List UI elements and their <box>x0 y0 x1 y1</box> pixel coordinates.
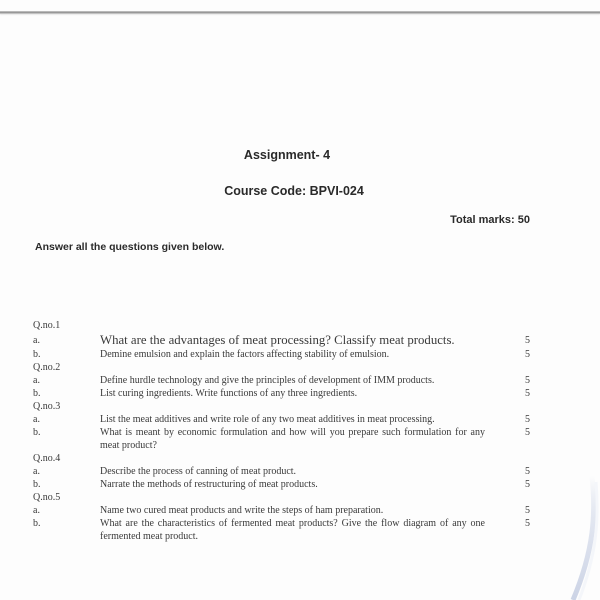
question-part-row <box>33 332 530 348</box>
marks-value: 5 <box>525 349 530 360</box>
question-number: Q.no.4 <box>33 453 61 464</box>
part-label: a. <box>33 375 40 386</box>
part-label: a. <box>33 414 40 425</box>
question-text: Demine emulsion and explain the factors affecting stability of emulsion. <box>100 349 390 360</box>
part-label: b. <box>33 479 41 490</box>
marks-value: 5 <box>525 335 530 346</box>
question-text: List curing ingredients. Write functions of any three ingredients. <box>100 388 358 399</box>
question-part-row <box>33 478 530 491</box>
question-text: What is meant by economic formulation and how will you prepare such formulation for any meat product? <box>100 427 485 451</box>
question-text: Narrate the methods of restructuring of meat products. <box>100 479 318 490</box>
marks-value: 5 <box>525 427 530 438</box>
course-code: Course Code: BPVI-024 <box>224 184 364 198</box>
marks-value: 5 <box>525 388 530 399</box>
instruction-text: Answer all the questions given below. <box>35 241 225 253</box>
question-text: Define hurdle technology and give the principles of development of IMM products. <box>100 375 435 386</box>
question-number: Q.no.3 <box>33 401 61 412</box>
part-label: b. <box>33 349 41 360</box>
question-part-row <box>33 413 530 426</box>
question-part-row <box>33 374 530 387</box>
question-text: Name two cured meat products and write the steps of ham preparation. <box>100 505 384 516</box>
part-label: a. <box>33 466 40 477</box>
marks-value: 5 <box>525 479 530 490</box>
question-part-row <box>33 387 530 400</box>
marks-value: 5 <box>525 414 530 425</box>
part-label: b. <box>33 518 41 529</box>
marks-value: 5 <box>525 518 530 529</box>
assignment-title: Assignment- 4 <box>243 148 331 162</box>
question-number: Q.no.1 <box>33 320 61 331</box>
page-curl-shadow-icon <box>555 472 600 600</box>
marks-value: 5 <box>525 505 530 516</box>
total-marks: Total marks: 50 <box>450 214 530 226</box>
question-part-row <box>33 517 530 543</box>
part-label: a. <box>33 505 40 516</box>
part-label: b. <box>33 388 41 399</box>
question-text: What are the advantages of meat processing? Classify meat products. <box>100 333 455 347</box>
question-part-row <box>33 426 530 452</box>
question-part-row <box>33 504 530 517</box>
question-part-row <box>33 465 530 478</box>
question-number: Q.no.2 <box>33 362 61 373</box>
question-number: Q.no.5 <box>33 492 61 503</box>
questions-list <box>33 319 530 543</box>
question-text: What are the characteristics of fermented meat products? Give the flow diagram of any one fermented meat product. <box>100 518 485 542</box>
part-label: b. <box>33 427 41 438</box>
marks-value: 5 <box>525 466 530 477</box>
part-label: a. <box>33 335 40 346</box>
marks-value: 5 <box>525 375 530 386</box>
question-text: Describe the process of canning of meat product. <box>100 466 297 477</box>
question-text: List the meat additives and write role of any two meat additives in meat processing. <box>100 414 435 425</box>
top-divider-line <box>0 11 600 14</box>
question-part-row <box>33 348 530 361</box>
